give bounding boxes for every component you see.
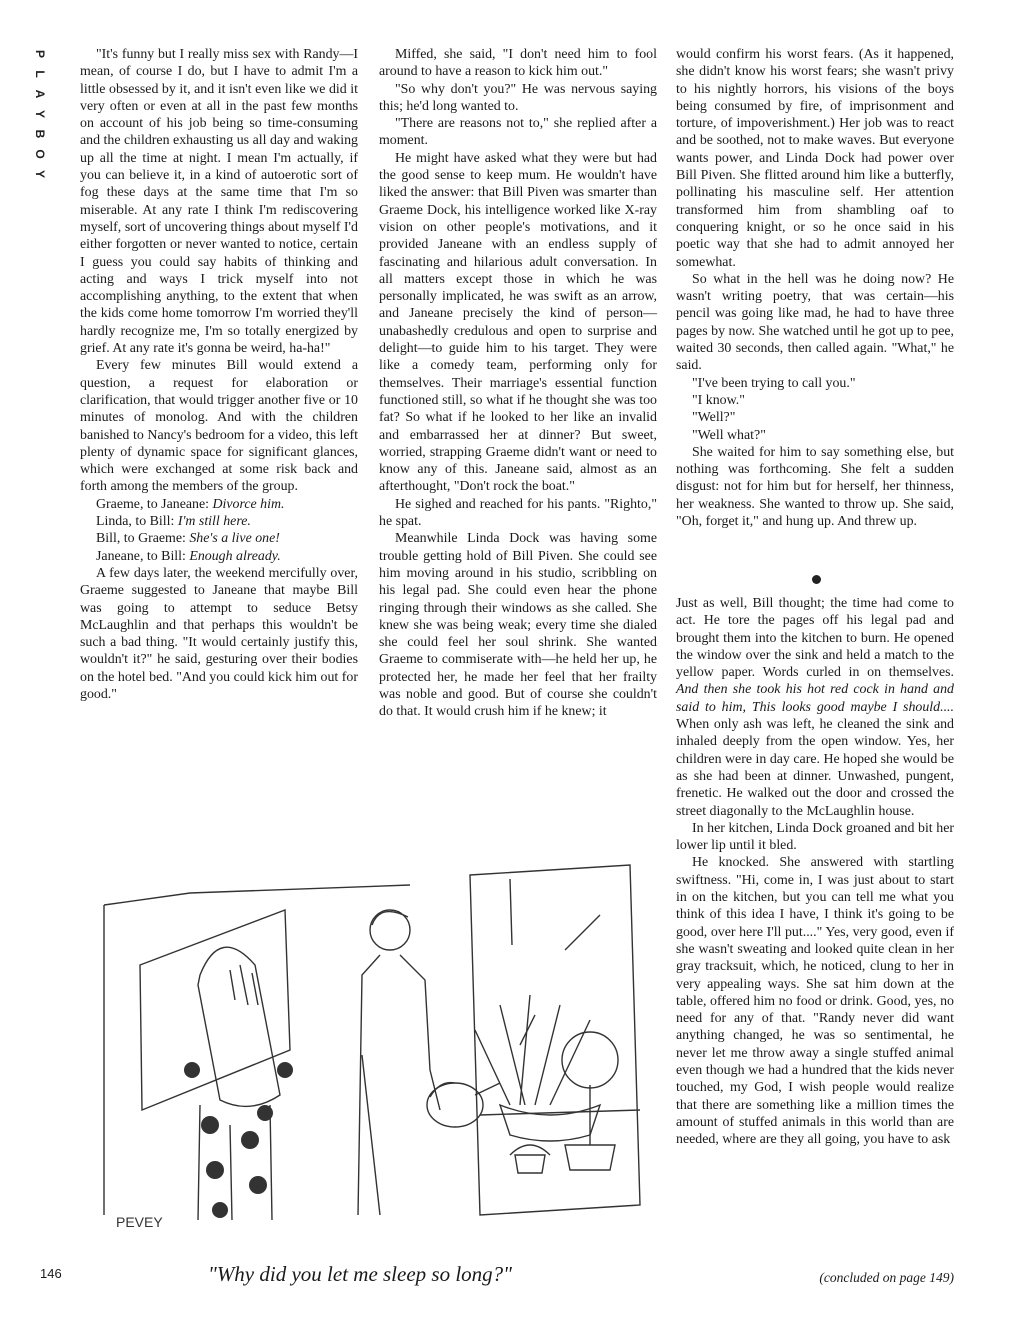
paragraph: In her kitchen, Linda Dock groaned and bit her lower lip until it bled.	[676, 820, 954, 854]
cartoon-caption: "Why did you let me sleep so long?"	[208, 1262, 512, 1286]
paragraph: "So why don't you?" He was nervous saying this; he'd long wanted to.	[379, 81, 657, 114]
section-break-bullet	[812, 575, 821, 584]
glance-speaker: Linda, to Bill:	[96, 514, 178, 530]
woman-hair	[372, 912, 408, 925]
ceiling-line	[104, 885, 410, 905]
paragraph	[676, 595, 954, 820]
magazine-label-letter: L	[33, 70, 47, 78]
plant-leaves	[475, 995, 590, 1105]
paragraph: "Well?"	[692, 410, 736, 426]
glance-line	[80, 496, 358, 513]
window-frame	[470, 865, 640, 1215]
paragraph: Miffed, she said, "I don't need him to fool around to have a reason to kick him out."	[379, 47, 657, 80]
glance-line	[80, 513, 358, 530]
woman-skirt	[362, 1055, 380, 1215]
page-number: 146	[40, 1266, 62, 1281]
paragraph: So what in the hell was he doing now? He wasn't writing poetry, that was certain—his pencil was going like mad, he had to have three pages by now. She watched until he got up to pee, waited 30 seconds, then called again. "What," he said.	[676, 271, 954, 374]
glance-text: Divorce him.	[212, 496, 285, 512]
text-column-3-continued	[676, 595, 954, 1149]
paragraph: She waited for him to say something else, but nothing was forthcoming. She felt a sudden disgust: not for him but for herself, her thinness, her weakness. She wanted to throw up. She said, "Oh, forget it," and hung up. And threw up.	[676, 444, 954, 530]
paragraph: "There are reasons not to," she replied after a moment.	[379, 116, 657, 149]
hair-strands	[230, 965, 258, 1005]
plant-pot	[500, 1105, 600, 1141]
window-glints	[510, 879, 600, 1045]
paragraph: "I know."	[692, 392, 745, 408]
magazine-label-letter: A	[33, 89, 47, 99]
text-column-3	[676, 46, 954, 530]
glance-text: I'm still here.	[177, 514, 251, 530]
paragraph: "Well what?"	[692, 427, 766, 443]
magazine-label-letter: B	[33, 129, 47, 139]
bush-pot	[565, 1085, 615, 1170]
magazine-label	[30, 44, 50, 184]
glance-speaker: Bill, to Graeme:	[96, 531, 190, 547]
paragraph: Every few minutes Bill would extend a question, a request for elaboration or clarification, that would trigger another five or 10 minutes of monolog. And with the children banished to Nancy's bedroom for a video, this left plenty of dynamic space for significant glances, which were exchanged at some risk back and forth among the members of the group.	[80, 358, 358, 495]
magazine-label-letter: Y	[33, 169, 47, 178]
text-column-2	[379, 46, 657, 721]
text-column-1	[80, 46, 358, 703]
continuation-note: (concluded on page 149)	[819, 1270, 954, 1285]
small-plant	[510, 1145, 550, 1173]
magazine-label-letter: Y	[33, 109, 47, 118]
glance-speaker: Janeane, to Bill:	[96, 548, 190, 564]
paragraph: He might have asked what they were but had the good sense to keep mum. He wouldn't have liked the answer: that Bill Piven was smarter than Graeme Dock, his intelligence worked like X-ray vision on other people's motivations, and it provided Janeane with an endless supply of fascinating and hilarious adult conversation. In all matters except those in which he was personally implicated, he was swift as an arrow, and Janeane precisely the kind of person—unabashedly credulous and open to surprise and delight—to guide him to his target. They were like a comedy team, performing only for themselves. Their marriage's essential function functioned still, so what if he thought she was too fat? So what if he looked to her like an invalid and embarrassed her at dinner? But sweet, worried, strapping Graeme didn't want or need to know any of this. Janeane said, almost as an afterthought, "Don't rock the boat."	[379, 150, 657, 495]
cartoonist-signature: PEVEY	[116, 1214, 163, 1230]
wall-frame	[140, 910, 290, 1110]
bush-plant	[562, 1032, 618, 1088]
paragraph-text: When only ash was left, he cleaned the sink and inhaled deeply from the open window. Yes, her children were in day care. He hoped she would be as she had been at dinner. Unwashed, pungent, frenetic. He walked out the door and crossed the street diagonally to the McLaughlin house.	[676, 717, 954, 819]
paragraph: He knocked. She answered with startling swiftness. "Hi, come in, I was just about to start in on the kitchen, but you can tell me what you think of this idea I have, I think it's going to be good, over here I'll put...." Yes, very good, even if she wasn't sweating and looked quite clean in her gray tracksuit, which, he noticed, clung to her in very appealing ways. She sat him down at the table, offered him no food or drink. Good, yes, no need for any of that. "Randy never did want anything changed, he was so sentimental, he never let me throw away a single stuffed animal even though we had a hundred that the kids never touched, my God, I wish people would realize that there are something like a million times the amount of stuffed animals in this world than are needed, where are they all going, you have to ask	[676, 855, 954, 1148]
glance-text: She's a live one!	[189, 531, 280, 547]
glance-text: Enough already.	[189, 548, 281, 564]
woman-head	[370, 910, 410, 950]
paragraph: He sighed and reached for his pants. "Righto," he spat.	[379, 496, 657, 530]
paragraph: would confirm his worst fears. (As it happened, she didn't know his worst fears; she wasn't privy to his nightly horrors, his visions of the boys being consumed by fire, of imprisonment and torture, of impoverishment.) Her job was to react and be soothed, not to make waves. But everyone wants power, and Linda Dock had power over Bill Piven. She flitted around him like a butterfly, pollinating his masculine self. Her attention transformed him from shambling oaf to conquering knight, or so he once said in his poetic way that she had to admit annoyed her somewhat.	[676, 47, 954, 270]
magazine-label-letter: O	[33, 149, 47, 159]
cartoon-drawing	[80, 855, 652, 1235]
paragraph: "I've been trying to call you."	[692, 375, 856, 391]
woman-body	[358, 955, 440, 1215]
magazine-label-letter: P	[33, 49, 47, 58]
glance-line	[80, 530, 358, 547]
cartoon-illustration	[80, 855, 652, 1235]
paragraph: "It's funny but I really miss sex with Randy—I mean, of course I do, but I have to admit I'm a little obsessed by it, and it isn't even like we did it very often or even at all in the past few months on account of his job being so time-consuming and the children exhausting us all day and waking up all the time at night. I mean I'm actually, if you can believe it, in a kind of autoerotic sort of fog these days at the same time that I'm so miserable. At any rate I think I'm rediscovering myself, sort of uncovering things about myself I'd either forgotten or never wanted to notice, certain I guess you could say habits of thinking and acting and ways I trick myself into not accomplishing anything, to the extent that when the kids come home tomorrow I'm worried they'll hardly recognize me, I'm so totally energized by grief. At any rate it's gonna be weird, ha-ha!"	[80, 47, 358, 357]
paragraph-text: Just as well, Bill thought; the time had come to act. He tore the pages off his legal pad and brought them into the kitchen to burn. He opened the window over the sink and held a match to the yellow paper. Words curled in on themselves.	[676, 596, 954, 681]
italic-excerpt: And then she took his hot red cock in hand and said to him, This looks good maybe I should....	[676, 682, 954, 715]
glance-speaker: Graeme, to Janeane:	[96, 496, 213, 512]
paragraph: A few days later, the weekend mercifully over, Graeme suggested to Janeane that maybe Bill was going to attempt to seduce Betsy McLaughlin and that perhaps this wouldn't be such a bad thing. "It would certainly justify this, wouldn't it?" he said, gesturing over their bodies on the hotel bed. "And you could kick him out for good."	[80, 565, 358, 702]
paragraph: Meanwhile Linda Dock was having some trouble getting hold of Bill Piven. She could see him moving around in his studio, scribbling on his legal pad. She could even hear the phone ringing through their windows as she called. She knew she was being weak; every time she dialed she could feel her soul shrink. She wanted Graeme to commiserate with—he held her up, he protected her, he made her feel that her frailty was noble and good. But of course she couldn't do that. It would crush him if he knew; it	[379, 531, 657, 720]
glance-line	[80, 548, 358, 565]
pajama-dots	[184, 1062, 293, 1218]
